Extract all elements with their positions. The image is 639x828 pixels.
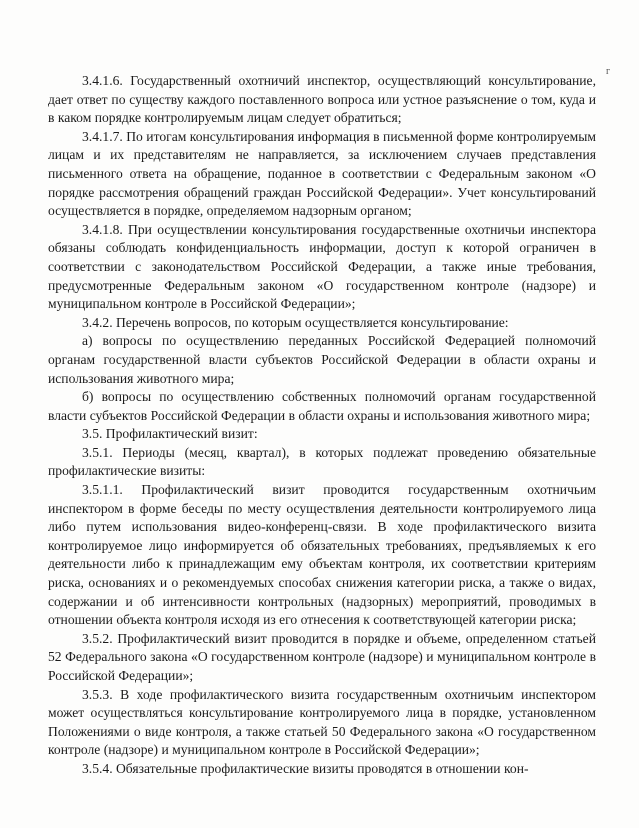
paragraph-3-5-1: 3.5.1. Периоды (месяц, квартал), в которых подлежат проведению обязательные профилактические визиты: [48,444,596,479]
paragraph-3-5-4: 3.5.4. Обязательные профилактические визиты проводятся в отношении кон- [82,760,529,776]
paragraph-3-4-2-b: б) вопросы по осуществлению собственных полномочий органам государственной власти субъектов Российской Федерации в области охраны и использования животного мира; [48,389,596,423]
paragraph-3-5-2: 3.5.2. Профилактический визит проводится в порядке и объеме, определенном статьей 52 Федерального закона «О государственном контроле (надзоре) и муниципальном контроле в Российской Федерации»; [48,630,596,683]
paragraph-3-5-3: 3.5.3. В ходе профилактического визита государственным охотничьим инспектором может осуществляться консультирование контролируемого лица в порядке, установленном Положениями о виде контроля, а также статьей 50 Федерального закона «О государственном контроле (надзоре) и муниципальном контроле в Российской Федерации»; [48,686,596,758]
paragraph-3-4-2-a: а) вопросы по осуществлению переданных Российской Федерацией полномочий органам государственной власти субъектов Российской Федерации в области охраны и использования животного мира; [48,333,596,386]
corner-mark: г [606,66,611,77]
document-body [48,72,596,779]
paragraph-3-4-1-8: 3.4.1.8. При осуществлении консультирования государственные охотничьи инспектора обязаны соблюдать конфиденциальность информации, доступ к которой ограничен в соответствии с законодательством Российской Федерации, а также иные требования, предусмотренные Федеральным законом «О государственном контроле (надзоре) и муниципальном контроле в Российской Федерации»; [48,221,596,312]
paragraph-3-4-2: 3.4.2. Перечень вопросов, по которым осуществляется консультирование: [82,314,509,330]
paragraph-3-5: 3.5. Профилактический визит: [82,426,258,442]
paragraph-3-4-1-6: 3.4.1.6. Государственный охотничий инспектор, осуществляющий консультирование, дает ответ по существу каждого поставленного вопроса или устное разъяснение о том, куда и в каком порядке контролируемым лицам следует обратиться; [48,73,596,126]
paragraph-3-5-1-1: 3.5.1.1. Профилактический визит проводится государственным охотничьим инспектором в форме беседы по месту осуществления деятельности контролируемого лица либо путем использования видео-конференц-связи. В ходе профилактического визита контролируемое лицо информируется об обязательных требованиях, предъявляемых к его деятельности либо к принадлежащим ему объектам контроля, их соответствии критериям риска, основаниях и о рекомендуемых способах снижения категории риска, а также о видах, содержании и об интенсивности контрольных (надзорных) мероприятий, проводимых в отношении объекта контроля исходя из его отнесения к соответствующей категории риска; [48,482,596,628]
paragraph-3-4-1-7: 3.4.1.7. По итогам консультирования информация в письменной форме контролируемым лицам и их представителям не направляется, за исключением случаев представления письменного ответа на обращение, поданное в соответствии с Федеральным законом «О порядке рассмотрения обращений граждан Российской Федерации». Учет консультирований осуществляется в порядке, определяемом надзорным органом; [48,128,596,219]
